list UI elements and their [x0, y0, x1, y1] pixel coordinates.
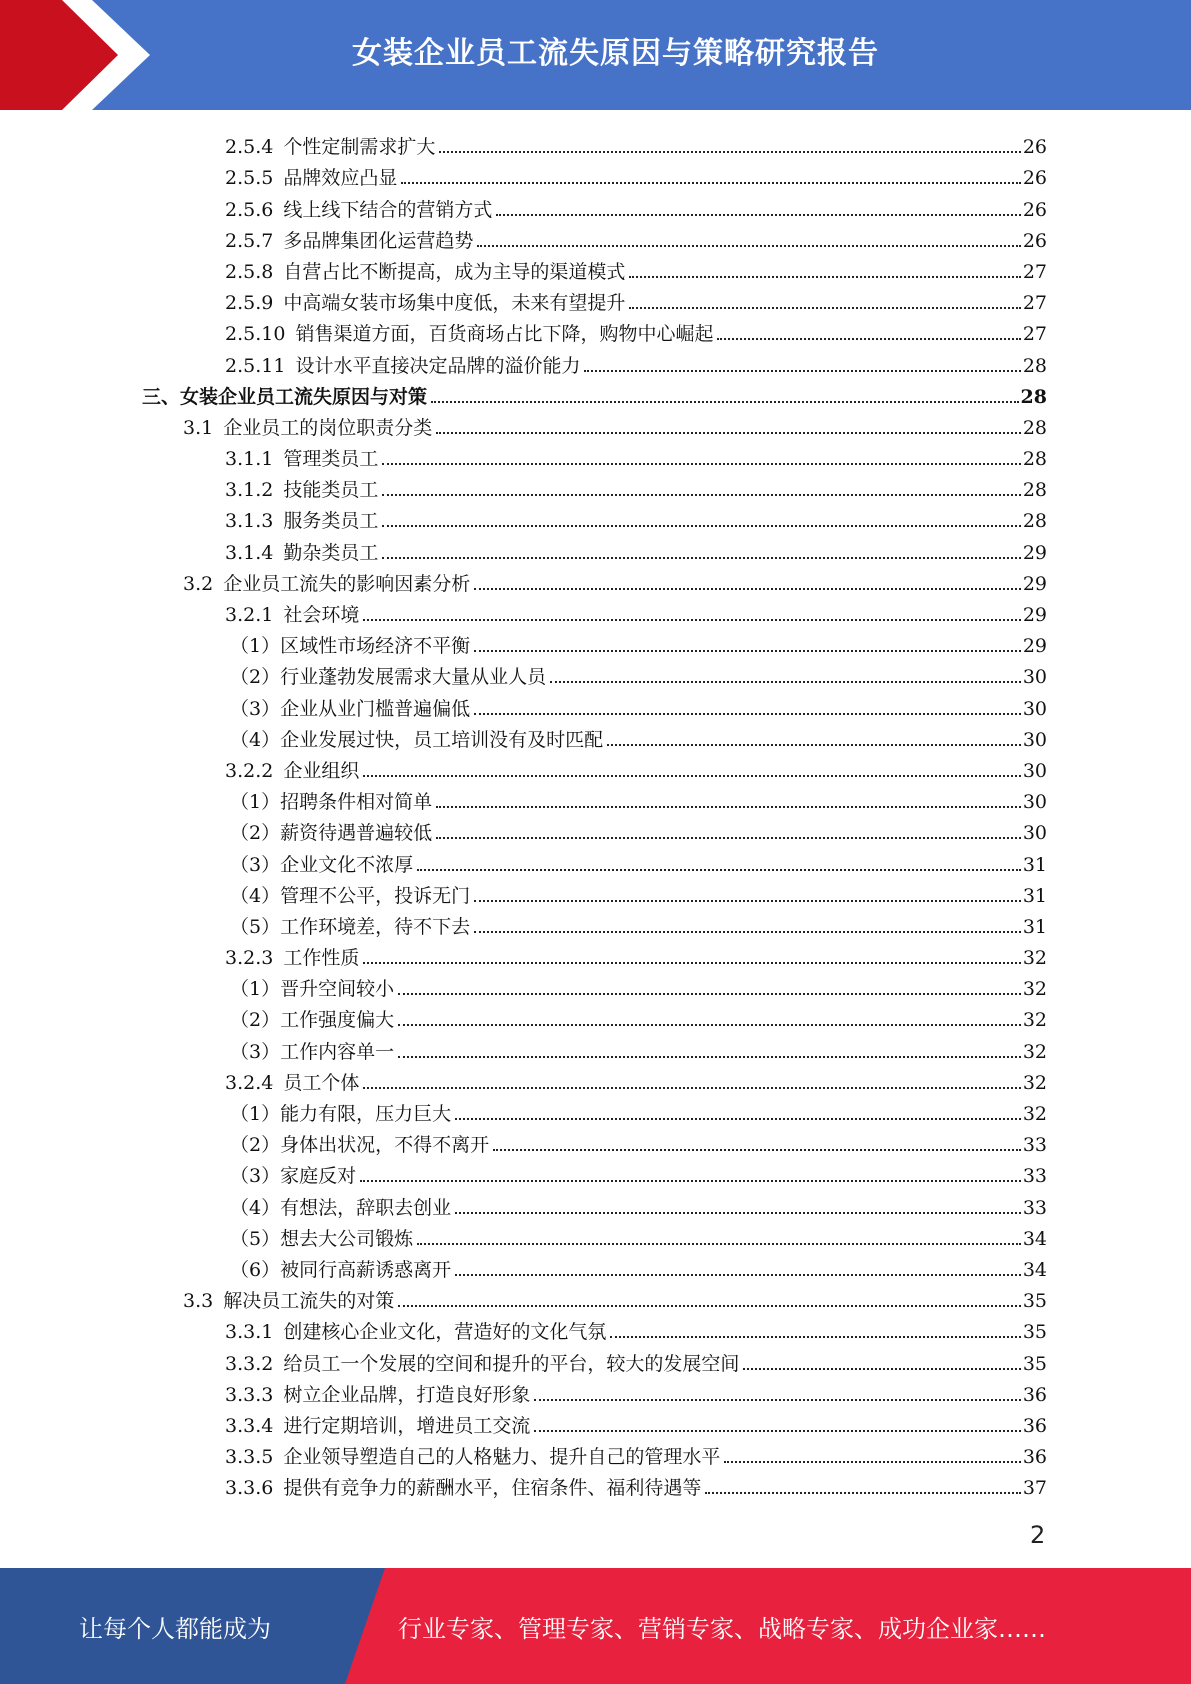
- toc-entry[interactable]: [0, 221, 1191, 252]
- toc-dot-leader: [363, 619, 1020, 621]
- toc-entry-label: 身体出状况，不得不离开: [280, 1134, 490, 1157]
- toc-entry-page: 27: [1022, 292, 1047, 315]
- toc-entry-number: （3）: [230, 1165, 281, 1188]
- toc-entry-page: 30: [1022, 791, 1047, 814]
- toc-entry[interactable]: [0, 1406, 1191, 1437]
- toc-entry-page: 26: [1022, 229, 1047, 252]
- toc-entry[interactable]: [0, 938, 1191, 969]
- toc-entry-page: 31: [1022, 915, 1047, 938]
- toc-dot-leader: [477, 245, 1020, 247]
- toc-entry[interactable]: [0, 1000, 1191, 1031]
- toc-entry-page: 30: [1022, 759, 1047, 782]
- toc-entry-label: 自营占比不断提高，成为主导的渠道模式: [283, 260, 626, 283]
- toc-entry-number: 3.1.2: [225, 479, 274, 502]
- toc-entry-number: 3.1.3: [225, 510, 274, 533]
- toc-entry[interactable]: [0, 564, 1191, 595]
- toc-entry-label: 线上线下结合的营销方式: [283, 198, 493, 221]
- toc-entry-number: （2）: [230, 1134, 281, 1157]
- toc-dot-leader: [474, 650, 1021, 652]
- toc-entry-number: 3.3.1: [225, 1321, 274, 1344]
- toc-dot-leader: [401, 182, 1020, 184]
- toc-entry-page: 26: [1022, 167, 1047, 190]
- toc-dot-leader: [743, 1368, 1020, 1370]
- toc-entry-label: 想去大公司锻炼: [280, 1227, 414, 1250]
- toc-dot-leader: [363, 775, 1020, 777]
- toc-entry[interactable]: [0, 1437, 1191, 1468]
- toc-entry-page: 29: [1022, 541, 1047, 564]
- toc-entry-page: 36: [1022, 1414, 1047, 1437]
- toc-entry-label: 行业蓬勃发展需求大量从业人员: [280, 666, 547, 689]
- toc-entry[interactable]: [0, 1468, 1191, 1499]
- toc-entry-label: 工作内容单一: [280, 1040, 395, 1063]
- toc-entry[interactable]: [0, 1343, 1191, 1374]
- toc-dot-leader: [455, 1118, 1021, 1120]
- toc-entry-label: 树立企业品牌，打造良好形象: [283, 1383, 531, 1406]
- footer-slogan-left: 让每个人都能成为: [79, 1614, 271, 1643]
- toc-dot-leader: [455, 1274, 1021, 1276]
- toc-entry-label: 服务类员工: [283, 510, 379, 533]
- toc-entry-page: 30: [1022, 822, 1047, 845]
- toc-entry-label: 企业组织: [283, 759, 360, 782]
- toc-entry[interactable]: [0, 1125, 1191, 1156]
- toc-entry-label: 多品牌集团化运营趋势: [283, 229, 474, 252]
- toc-entry[interactable]: [0, 1031, 1191, 1062]
- toc-entry-label: 三、女装企业员工流失原因与对策: [142, 385, 428, 408]
- toc-dot-leader: [629, 307, 1020, 309]
- toc-dot-leader: [360, 1180, 1021, 1182]
- toc-entry[interactable]: [0, 1187, 1191, 1218]
- toc-entry-number: （1）: [230, 791, 281, 814]
- toc-entry-label: 企业从业门槛普遍偏低: [280, 697, 471, 720]
- toc-entry[interactable]: [0, 1219, 1191, 1250]
- toc-entry-label: 有想法，辞职去创业: [280, 1196, 452, 1219]
- toc-entry-page: 28: [1022, 479, 1047, 502]
- toc-entry-label: 企业文化不浓厚: [280, 853, 414, 876]
- toc-entry-number: 3.2.4: [225, 1071, 274, 1094]
- toc-entry-label: 品牌效应凸显: [283, 167, 398, 190]
- toc-entry-label: 薪资待遇普遍较低: [280, 822, 433, 845]
- toc-entry-number: 2.5.10: [225, 323, 286, 346]
- toc-dot-leader: [439, 151, 1020, 153]
- toc-entry-label: 解决员工流失的对策: [223, 1290, 395, 1313]
- toc-entry-number: 3.3.6: [225, 1477, 274, 1500]
- toc-entry-label: 工作性质: [283, 947, 360, 970]
- toc-entry-page: 26: [1022, 136, 1047, 159]
- toc-entry-number: 3.3.2: [225, 1352, 274, 1375]
- toc-entry[interactable]: [0, 626, 1191, 657]
- toc-dot-leader: [417, 869, 1021, 871]
- toc-entry-label: 勤杂类员工: [283, 541, 379, 564]
- toc-entry-page: 27: [1022, 323, 1047, 346]
- toc-entry-label: 提供有竞争力的薪酬水平，住宿条件、福利待遇等: [283, 1477, 702, 1500]
- toc-entry-label: 企业员工的岗位职责分类: [223, 416, 433, 439]
- toc-entry[interactable]: [0, 876, 1191, 907]
- toc-dot-leader: [493, 1149, 1021, 1151]
- toc-entry-label: 晋升空间较小: [280, 978, 395, 1001]
- toc-entry-label: 招聘条件相对简单: [280, 791, 433, 814]
- toc-entry-label: 企业员工流失的影响因素分析: [223, 572, 471, 595]
- toc-dot-leader: [382, 463, 1020, 465]
- toc-dot-leader: [382, 557, 1020, 559]
- toc-dot-leader: [455, 1212, 1021, 1214]
- toc-dot-leader: [629, 276, 1020, 278]
- toc-dot-leader: [584, 370, 1020, 372]
- toc-dot-leader: [705, 1492, 1020, 1494]
- toc-entry-label: 工作环境差，待不下去: [280, 915, 471, 938]
- toc-dot-leader: [496, 214, 1020, 216]
- toc-entry-number: 2.5.6: [225, 198, 274, 221]
- toc-entry[interactable]: [0, 470, 1191, 501]
- toc-entry-page: 32: [1022, 1040, 1047, 1063]
- toc-entry-page: 36: [1022, 1446, 1047, 1469]
- toc-entry-page: 28: [1022, 354, 1047, 377]
- toc-entry-label: 区域性市场经济不平衡: [280, 635, 471, 658]
- toc-entry-number: （1）: [230, 635, 281, 658]
- toc-entry-number: 2.5.7: [225, 229, 274, 252]
- toc-entry[interactable]: [0, 345, 1191, 376]
- toc-entry-page: 35: [1022, 1321, 1047, 1344]
- toc-entry-page: 31: [1022, 853, 1047, 876]
- document-title: 女装企业员工流失原因与策略研究报告: [352, 36, 879, 71]
- toc-entry-page: 34: [1022, 1227, 1047, 1250]
- toc-entry-page: 32: [1022, 1009, 1047, 1032]
- toc-entry[interactable]: [0, 688, 1191, 719]
- toc-entry-label: 技能类员工: [283, 479, 379, 502]
- toc-entry-number: 2.5.5: [225, 167, 274, 190]
- toc-entry[interactable]: [0, 314, 1191, 345]
- toc-entry-label: 企业领导塑造自己的人格魅力、提升自己的管理水平: [283, 1446, 721, 1469]
- toc-entry[interactable]: [0, 907, 1191, 938]
- toc-entry-number: 3.2: [183, 572, 214, 595]
- toc-entry-page: 29: [1022, 572, 1047, 595]
- toc-entry[interactable]: [0, 439, 1191, 470]
- toc-entry-number: （2）: [230, 666, 281, 689]
- toc-entry-label: 社会环境: [283, 604, 360, 626]
- toc-entry[interactable]: [0, 408, 1191, 439]
- toc-entry[interactable]: [0, 252, 1191, 283]
- toc-entry-number: 3.3: [183, 1290, 214, 1313]
- toc-entry-page: 31: [1022, 884, 1047, 907]
- toc-dot-leader: [398, 1056, 1021, 1058]
- toc-dot-leader: [436, 432, 1021, 434]
- toc-entry-page: 28: [1022, 510, 1047, 533]
- toc-entry-number: 3.3.3: [225, 1383, 274, 1406]
- toc-entry-number: （2）: [230, 822, 281, 845]
- toc-dot-leader: [474, 588, 1021, 590]
- toc-dot-leader: [398, 1024, 1021, 1026]
- toc-entry-label: 给员工一个发展的空间和提升的平台，较大的发展空间: [283, 1352, 740, 1375]
- toc-dot-leader: [717, 338, 1020, 340]
- toc-entry-page: 33: [1022, 1165, 1047, 1188]
- toc-entry-page: 28: [1020, 385, 1047, 408]
- toc-entry-label: 能力有限，压力巨大: [280, 1103, 452, 1125]
- toc-entry[interactable]: [0, 1312, 1191, 1343]
- toc-dot-leader: [550, 681, 1021, 683]
- toc-entry-number: （4）: [230, 884, 281, 907]
- toc-entry-page: 32: [1022, 1103, 1047, 1125]
- toc-entry[interactable]: [0, 283, 1191, 314]
- toc-entry[interactable]: [0, 158, 1191, 189]
- toc-entry-number: 3.1.4: [225, 541, 274, 564]
- toc-entry[interactable]: [0, 1375, 1191, 1406]
- toc-dot-leader: [474, 900, 1021, 902]
- toc-entry-label: 个性定制需求扩大: [283, 136, 436, 159]
- toc-entry-label: 中高端女装市场集中度低，未来有望提升: [283, 292, 626, 315]
- toc-entry[interactable]: [0, 1063, 1191, 1094]
- toc-entry-number: 3.1.1: [225, 448, 274, 471]
- toc-entry-page: 34: [1022, 1258, 1047, 1281]
- toc-entry-number: （5）: [230, 915, 281, 938]
- toc-entry-label: 设计水平直接决定品牌的溢价能力: [295, 354, 581, 377]
- toc-entry[interactable]: [0, 751, 1191, 782]
- toc-dot-leader: [398, 993, 1021, 995]
- toc-entry-number: （3）: [230, 1040, 281, 1063]
- toc-entry-page: 27: [1022, 260, 1047, 283]
- toc-entry-page: 29: [1022, 604, 1047, 626]
- toc-entry[interactable]: [0, 813, 1191, 844]
- toc-entry-page: 29: [1022, 635, 1047, 658]
- toc-dot-leader: [610, 1336, 1020, 1338]
- toc-entry-page: 30: [1022, 666, 1047, 689]
- toc-dot-leader: [474, 931, 1021, 933]
- toc-dot-leader: [436, 806, 1021, 808]
- toc-entry-page: 33: [1022, 1196, 1047, 1219]
- toc-entry[interactable]: [0, 127, 1191, 158]
- toc-entry-page: 28: [1022, 416, 1047, 439]
- toc-entry[interactable]: [0, 657, 1191, 688]
- toc-entry[interactable]: [0, 1250, 1191, 1281]
- toc-entry-number: 3.2.2: [225, 759, 274, 782]
- toc-entry-page: 26: [1022, 198, 1047, 221]
- toc-entry-number: 2.5.11: [225, 354, 286, 377]
- toc-entry-page: 36: [1022, 1383, 1047, 1406]
- toc-entry-label: 管理类员工: [283, 448, 379, 471]
- toc-entry[interactable]: [0, 189, 1191, 220]
- toc-entry-page: 30: [1022, 697, 1047, 720]
- toc-entry-label: 创建核心企业文化，营造好的文化气氛: [283, 1321, 607, 1344]
- toc-entry-number: 3.1: [183, 416, 214, 439]
- toc-entry[interactable]: [0, 720, 1191, 751]
- toc-dot-leader: [436, 837, 1021, 839]
- toc-entry[interactable]: [0, 595, 1191, 626]
- toc-dot-leader: [607, 744, 1021, 746]
- toc-entry[interactable]: [0, 1094, 1191, 1125]
- toc-dot-leader: [534, 1430, 1020, 1432]
- toc-entry-label: 管理不公平，投诉无门: [280, 884, 471, 907]
- toc-entry[interactable]: [0, 969, 1191, 1000]
- toc-entry-number: 2.5.4: [225, 136, 274, 159]
- toc-entry-label: 销售渠道方面，百货商场占比下降，购物中心崛起: [295, 323, 714, 346]
- toc-entry-label: 进行定期培训，增进员工交流: [283, 1414, 531, 1437]
- toc-entry-page: 32: [1022, 1071, 1047, 1094]
- toc-dot-leader: [398, 1305, 1021, 1307]
- toc-entry-page: 35: [1022, 1290, 1047, 1313]
- toc-entry-number: 3.3.4: [225, 1414, 274, 1437]
- toc-entry[interactable]: [0, 782, 1191, 813]
- toc-entry-number: （1）: [230, 978, 281, 1001]
- footer-banner: [0, 1568, 1191, 1684]
- toc-dot-leader: [382, 494, 1020, 496]
- toc-entry-label: 员工个体: [283, 1071, 360, 1094]
- toc-entry-label: 家庭反对: [280, 1165, 357, 1188]
- toc-entry[interactable]: [0, 501, 1191, 532]
- toc-entry-page: 32: [1022, 947, 1047, 970]
- toc-entry-number: （3）: [230, 853, 281, 876]
- toc-entry-number: 3.3.5: [225, 1446, 274, 1469]
- footer-slogan-right: 行业专家、管理专家、营销专家、战略专家、成功企业家……: [398, 1614, 1046, 1643]
- toc-dot-leader: [474, 713, 1021, 715]
- toc-entry[interactable]: [0, 377, 1191, 408]
- toc-entry-page: 33: [1022, 1134, 1047, 1157]
- toc-dot-leader: [363, 1087, 1020, 1089]
- toc-dot-leader: [417, 1243, 1021, 1245]
- toc-entry-page: 37: [1022, 1477, 1047, 1500]
- toc-dot-leader: [534, 1399, 1020, 1401]
- toc-entry-label: 工作强度偏大: [280, 1009, 395, 1032]
- toc-entry-number: （3）: [230, 697, 281, 720]
- toc-entry-number: 2.5.9: [225, 292, 274, 315]
- toc-entry-label: 被同行高薪诱惑离开: [280, 1258, 452, 1281]
- toc-entry-page: 35: [1022, 1352, 1047, 1375]
- toc-entry-number: 3.2.1: [225, 604, 274, 626]
- toc-dot-leader: [724, 1461, 1020, 1463]
- toc-dot-leader: [431, 401, 1019, 403]
- toc-dot-leader: [382, 525, 1020, 527]
- toc-entry[interactable]: [0, 1281, 1191, 1312]
- toc-entry-number: （1）: [230, 1103, 281, 1125]
- toc-dot-leader: [363, 962, 1020, 964]
- toc-entry-number: （5）: [230, 1227, 281, 1250]
- toc-entry[interactable]: [0, 844, 1191, 875]
- toc-entry-number: 2.5.8: [225, 260, 274, 283]
- toc-entry-number: 3.2.3: [225, 947, 274, 970]
- toc-entry-number: （4）: [230, 1196, 281, 1219]
- toc-entry-number: （4）: [230, 728, 281, 751]
- toc-entry-page: 30: [1022, 728, 1047, 751]
- table-of-contents: [0, 127, 1191, 1499]
- header-banner: [0, 0, 1191, 110]
- toc-entry[interactable]: [0, 532, 1191, 563]
- toc-entry-page: 28: [1022, 448, 1047, 471]
- toc-entry-page: 32: [1022, 978, 1047, 1001]
- toc-entry-label: 企业发展过快，员工培训没有及时匹配: [280, 728, 604, 751]
- toc-entry-number: （2）: [230, 1009, 281, 1032]
- toc-entry[interactable]: [0, 1156, 1191, 1187]
- toc-entry-number: （6）: [230, 1258, 281, 1281]
- page-number: 2: [1030, 1521, 1046, 1549]
